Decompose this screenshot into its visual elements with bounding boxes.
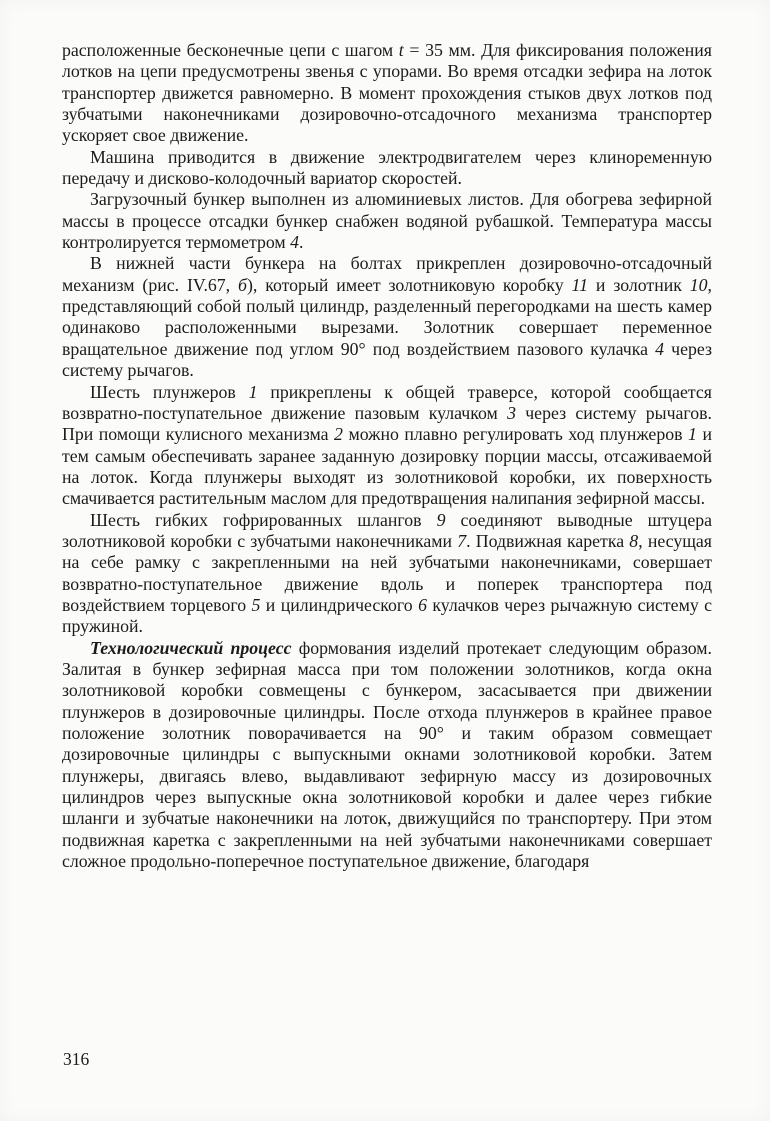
text-run: формования изделий протекает следующим образом. Залитая в бункер зефирная масса при том положении золотников, когда окна золотниковой коробки совмещены с бункером, засасывается при движении плунжеров в дозировочные цилиндры. После отхода плунжеров в крайнее правое положение золотник поворачивается на 90° и таким образом совмещает дозировочные цилиндры с выпускными окнами золотниковой коробки. Затем плунжеры, двигаясь влево, выдавливают зефирную массу из дозировочных цилиндров через выпускные окна золотниковой коробки и далее через гибкие шланги и зубчатые наконечники на лоток, движущийся по транспортеру. При этом подвижная каретка с закрепленными на ней зубчатыми наконечниками совершает сложное продольно-поперечное поступательное движение, благодаря (62, 637, 712, 872)
text-run: ), который имеет золотниковую коробку (246, 274, 572, 295)
paragraph (62, 638, 712, 873)
paragraph (62, 253, 712, 381)
figure-reference: 10 (689, 274, 708, 295)
figure-reference: 3 (507, 402, 516, 423)
text-run: Загрузочный бункер выполнен из алюминиевых листов. Для обогрева зефирной массы в процессе отсадки бункер снабжен водяной рубашкой. Температура массы контролируется термометром (62, 189, 712, 253)
text-run: . (299, 232, 304, 253)
figure-reference: t (398, 40, 404, 60)
figure-reference: 9 (436, 509, 446, 530)
text-run: и цилиндрического (260, 594, 419, 615)
text-run: = 35 мм. Для фиксирования положения лотков на цепи предусмотрены звенья с упорами. Во время отсадки зефира на лоток транспортер движется равномерно. В момент прохождения стыков двух лотков под зубчатыми наконечниками дозировочно-отсадочного механизма транспортер ускоряет свое движение. (62, 40, 712, 146)
text-run: и тем самым обеспечивать заранее заданную дозировку порции массы, отсаживаемой на лоток. Когда плунжеры выходят из золотниковой коробки, их поверхность смачивается растительным маслом для предотвращения налипания зефирной массы. (62, 424, 712, 509)
emphasized-term: Технологический процесс (90, 637, 292, 658)
figure-reference: 1 (688, 424, 697, 445)
figure-reference: 11 (571, 274, 589, 295)
text-run: и золотник (588, 274, 690, 295)
text-run: , представляющий собой полый цилиндр, разделенный перегородками на шесть камер одинаково расположенными вырезами. Золотник совершает переменное вращательное движение под углом 90° под воздействием пазового кулачка (62, 274, 712, 359)
text-run: через систему рычагов. При помощи кулисного механизма (62, 402, 712, 445)
figure-reference: 1 (248, 381, 258, 402)
text-run: В нижней части бункера на болтах прикреплен дозировочно-отсадочный механизм (рис. IV.67, (62, 253, 712, 295)
paragraph (62, 147, 712, 190)
figure-reference: 8 (629, 530, 639, 551)
paragraph (62, 382, 712, 510)
text-run: Шесть гибких гофрированных шлангов (90, 509, 437, 530)
figure-reference: 4 (655, 338, 664, 359)
figure-reference: 4 (290, 232, 300, 253)
text-run: соединяют выводные штуцера золотниковой коробки с зубчатыми наконечниками (62, 509, 712, 551)
text-run: расположенные бесконечные цепи с шагом (62, 40, 399, 60)
text-run: Машина приводится в движение электродвигателем через клиноременную передачу и дисково-колодочный вариатор скоростей. (62, 146, 712, 189)
text-run: Шесть плунжеров (90, 381, 249, 402)
text-run: , несущая на себе рамку с закрепленными на ней зубчатыми наконечниками, совершает возвратно-поступательное движение вдоль и поперек транспортера под воздействием торцевого (62, 530, 712, 615)
figure-reference: 5 (251, 594, 261, 615)
text-run: через систему рычагов. (62, 338, 712, 381)
paragraph (62, 510, 712, 638)
text-run: кулачков через рычажную систему с пружиной. (62, 594, 713, 637)
paragraph (62, 40, 712, 147)
page-number: 316 (63, 1049, 90, 1069)
paragraph (62, 189, 712, 253)
figure-reference: 2 (334, 424, 343, 445)
text-run: можно плавно регулировать ход плунжеров (342, 424, 689, 445)
figure-reference: 7 (457, 530, 467, 551)
figure-reference: б (238, 274, 247, 295)
text-run: прикреплены к общей траверсе, которой сообщается возвратно-поступательное движение пазовым кулачком (62, 381, 712, 423)
page-text (62, 40, 712, 872)
text-run: . Подвижная каретка (466, 530, 630, 551)
figure-reference: 6 (418, 594, 427, 615)
